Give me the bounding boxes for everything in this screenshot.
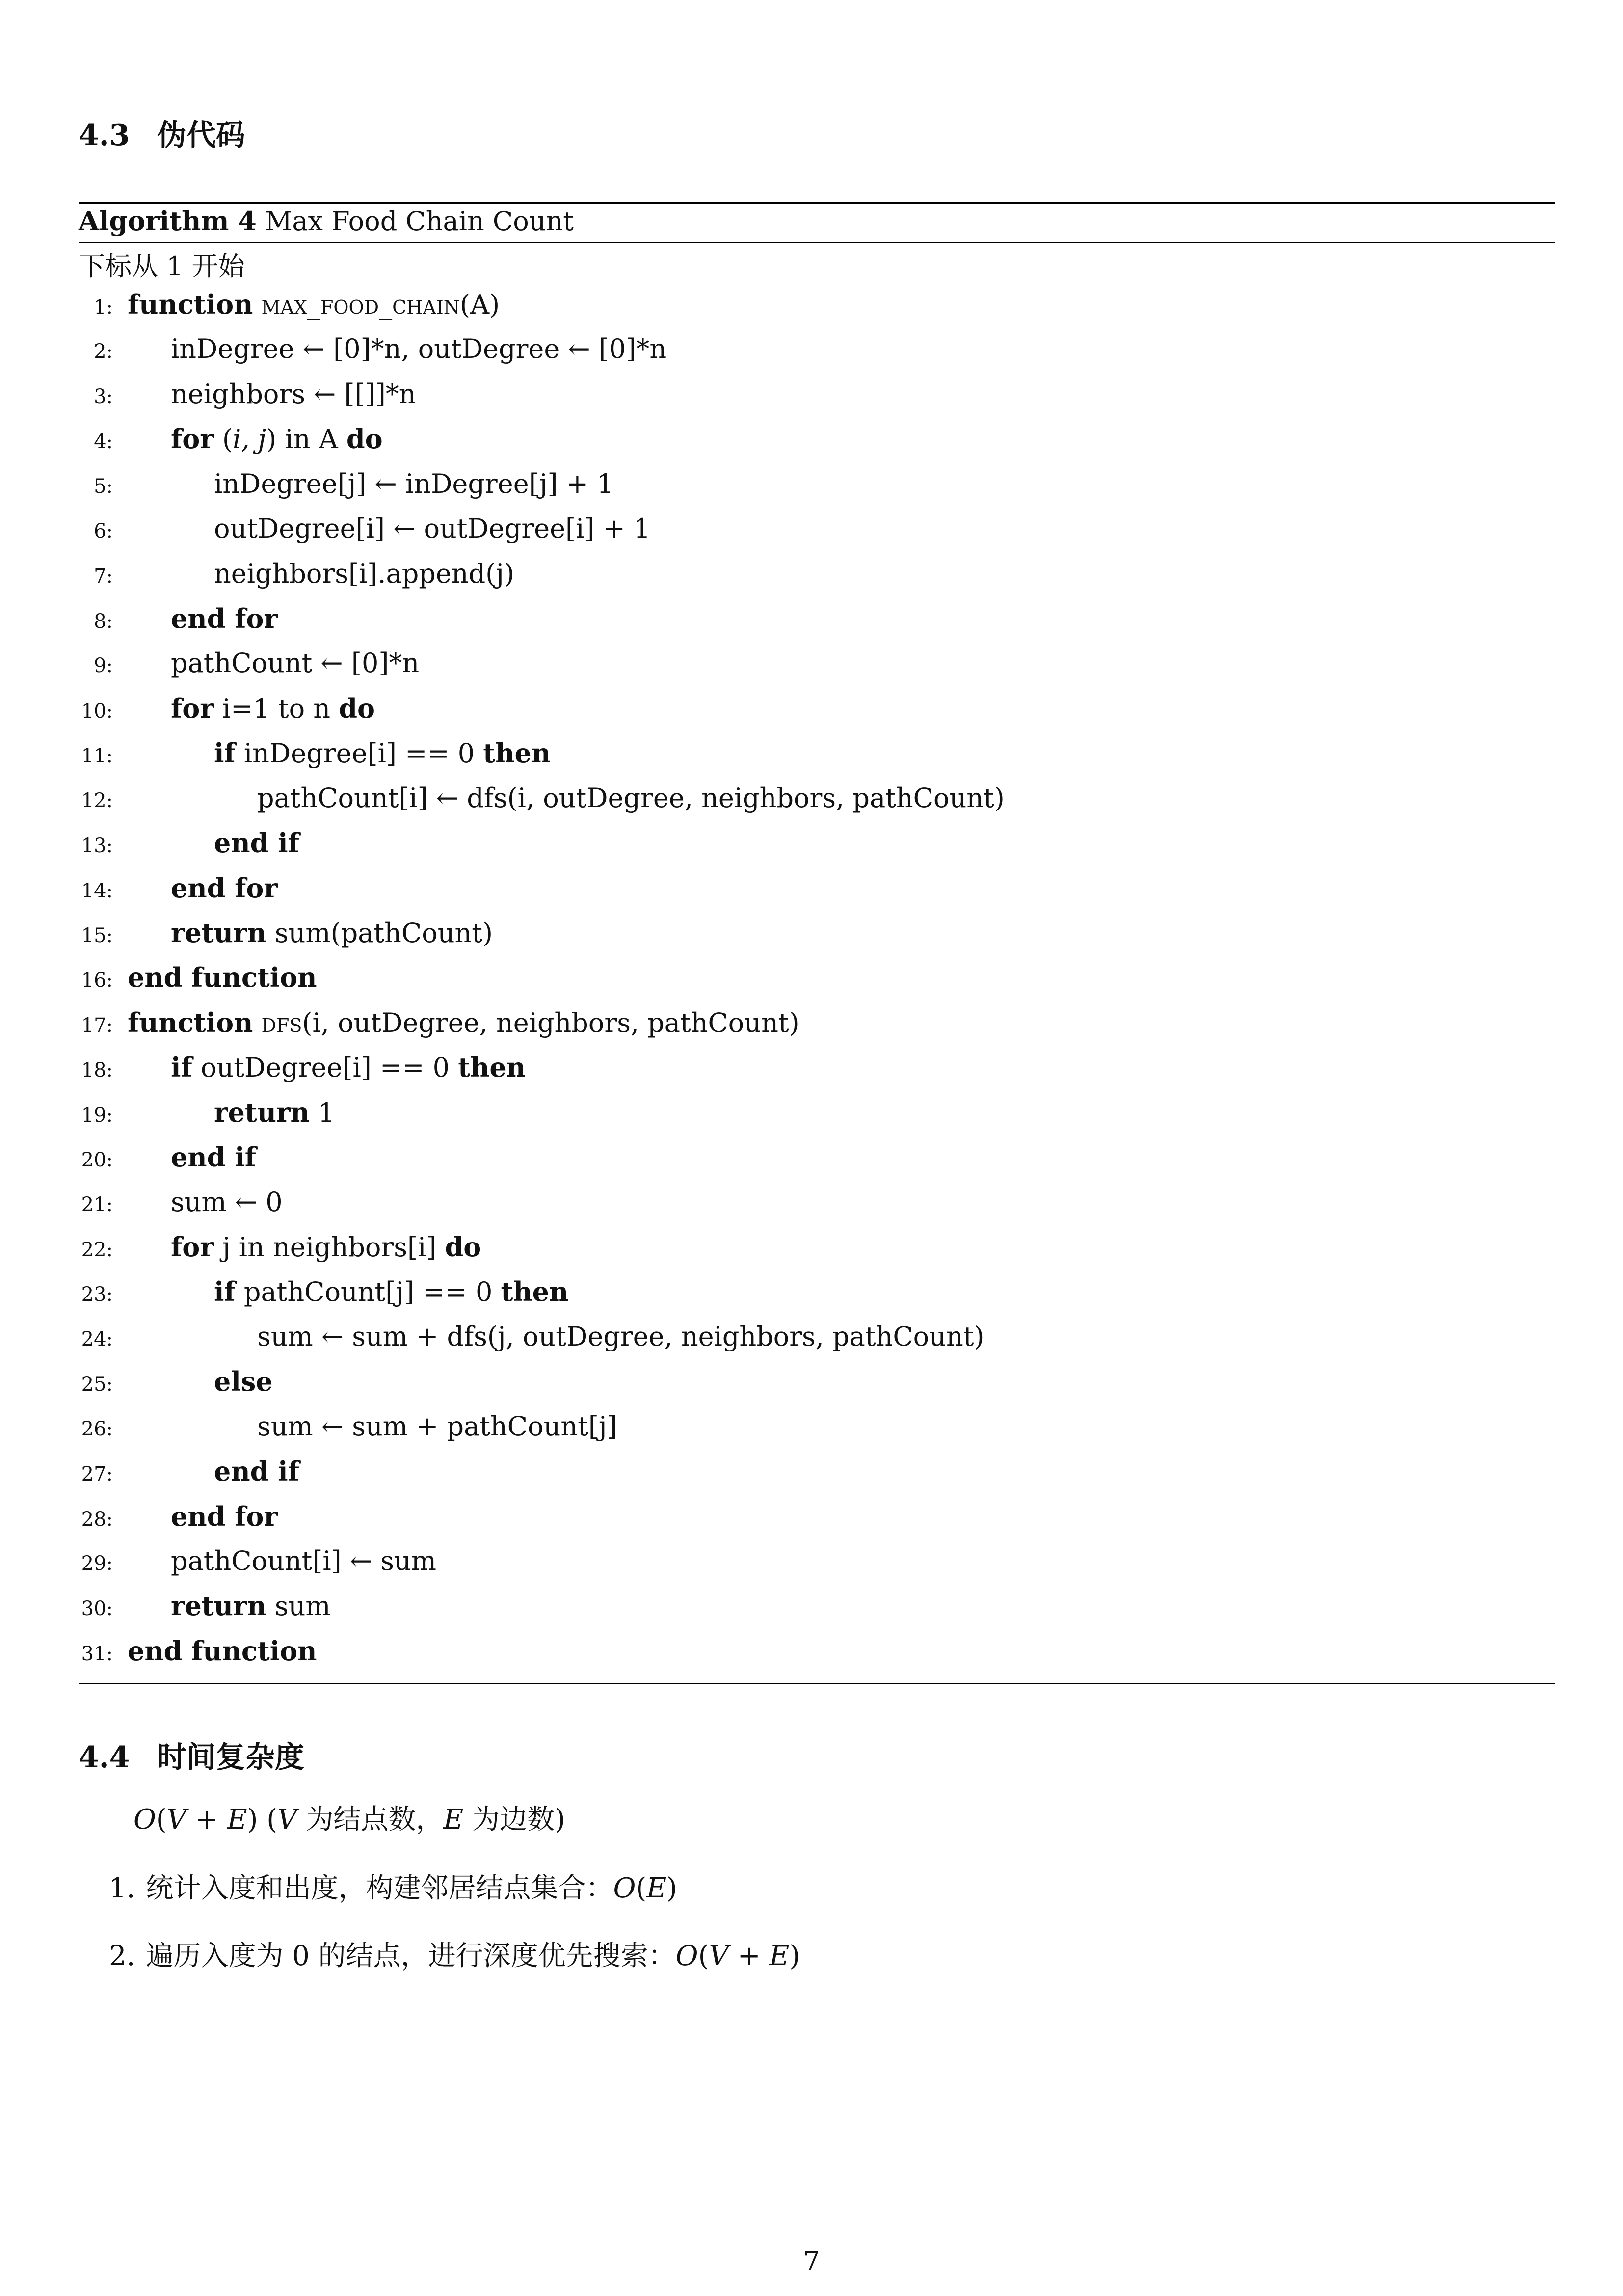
keyword: for xyxy=(171,423,214,455)
text-span: neighbors ← [[]]*n xyxy=(171,378,416,409)
code-line xyxy=(79,1186,283,1234)
line-number: 10: xyxy=(81,700,113,723)
code-text xyxy=(214,468,614,499)
text-span: ( xyxy=(213,424,233,455)
code-line xyxy=(79,605,278,650)
line-number: 25: xyxy=(81,1373,113,1396)
text-span: ) xyxy=(789,1940,800,1972)
code-line xyxy=(79,1410,617,1458)
line-number: 16: xyxy=(81,969,113,992)
keyword: end if xyxy=(214,827,299,859)
line-number: 13: xyxy=(81,835,113,858)
code-text xyxy=(171,1141,256,1173)
keyword: do xyxy=(445,1231,481,1263)
page-number: 7 xyxy=(803,2246,820,2277)
math-symbol: O xyxy=(613,1872,636,1904)
line-number: 27: xyxy=(81,1463,113,1486)
text-span: inDegree[j] ← inDegree[j] + 1 xyxy=(214,468,614,499)
math-symbol: E xyxy=(443,1804,464,1836)
code-line xyxy=(79,1635,317,1682)
text-span: inDegree ← [0]*n, outDegree ← [0]*n xyxy=(171,333,667,365)
code-text xyxy=(128,962,317,994)
keyword: return xyxy=(171,917,266,949)
text-span xyxy=(253,1007,261,1038)
section-heading-4-3 xyxy=(79,112,245,154)
text-span: pathCount[i] ← sum xyxy=(171,1545,437,1577)
code-line xyxy=(79,1590,331,1637)
text-span: inDegree[i] == 0 xyxy=(235,738,483,769)
section-title: 时间复杂度 xyxy=(157,1740,304,1775)
code-text xyxy=(128,291,500,318)
text-span: pathCount ← [0]*n xyxy=(171,648,420,679)
keyword: if xyxy=(171,1052,192,1083)
code-line xyxy=(79,423,383,470)
code-text xyxy=(171,378,416,409)
code-text xyxy=(214,515,650,542)
keyword: end if xyxy=(214,1456,299,1487)
line-number: 21: xyxy=(81,1193,113,1216)
line-number: 28: xyxy=(81,1508,113,1531)
math-symbol: E xyxy=(646,1872,667,1904)
code-line xyxy=(79,468,614,515)
algorithm-title: Max Food Chain Count xyxy=(265,206,574,237)
code-line xyxy=(79,378,416,426)
line-number: 1: xyxy=(94,296,113,319)
algorithm-top-rule xyxy=(79,202,1555,204)
keyword: end if xyxy=(171,1141,256,1173)
text-span: 遍历入度为 0 的结点，进行深度优先搜索： xyxy=(146,1940,676,1972)
keyword: else xyxy=(214,1366,273,1398)
line-number: 8: xyxy=(94,610,113,633)
text-span: (i, outDegree, neighbors, pathCount) xyxy=(302,1007,799,1038)
code-line xyxy=(79,872,278,919)
code-text xyxy=(257,1321,984,1352)
code-text xyxy=(214,827,299,859)
line-number: 17: xyxy=(81,1014,113,1037)
code-text xyxy=(171,692,375,724)
code-line xyxy=(79,1141,256,1189)
keyword: function xyxy=(128,1006,253,1038)
algorithm-label: Algorithm 4 xyxy=(79,205,257,237)
algorithm-caption xyxy=(79,205,574,237)
code-line xyxy=(79,1054,526,1099)
math-symbol: V xyxy=(166,1804,187,1836)
code-line xyxy=(79,1006,799,1054)
math-symbol: V xyxy=(709,1940,729,1972)
line-number: 9: xyxy=(94,654,113,677)
code-line xyxy=(79,692,375,740)
line-number: 19: xyxy=(81,1104,113,1127)
code-text xyxy=(171,1054,526,1081)
text-span: sum ← 0 xyxy=(171,1186,283,1217)
keyword: end function xyxy=(128,1635,317,1667)
text-span: 统计入度和出度，构建邻居结点集合： xyxy=(146,1872,613,1904)
text-span: 为结点数， xyxy=(297,1804,444,1836)
line-number: 2: xyxy=(94,340,113,363)
code-text xyxy=(214,737,551,769)
keyword: do xyxy=(346,423,383,455)
code-text xyxy=(171,605,278,632)
code-line xyxy=(79,964,317,1009)
code-line xyxy=(79,333,667,380)
text-span xyxy=(253,289,261,320)
text-span: neighbors[i].append(j) xyxy=(214,558,515,589)
line-number: 23: xyxy=(81,1283,113,1306)
code-line xyxy=(79,737,551,784)
keyword: end for xyxy=(171,603,278,634)
section-number: 4.3 xyxy=(79,118,130,153)
text-span: sum ← sum + pathCount[j] xyxy=(257,1410,617,1442)
line-number: 30: xyxy=(81,1597,113,1621)
section-heading-4-4 xyxy=(79,1734,304,1776)
code-text xyxy=(214,558,515,589)
procedure-name: max_food_chain xyxy=(261,289,460,320)
text-span: (A) xyxy=(460,289,500,320)
text-span: ( xyxy=(636,1872,647,1904)
section-title: 伪代码 xyxy=(157,118,245,153)
code-line xyxy=(79,1278,568,1323)
keyword: then xyxy=(483,737,551,769)
code-text xyxy=(171,648,420,679)
line-number: 4: xyxy=(94,431,113,454)
line-number: 14: xyxy=(81,879,113,902)
math-symbol: O xyxy=(133,1804,156,1836)
code-text xyxy=(171,423,383,455)
line-number: 29: xyxy=(81,1552,113,1575)
keyword: do xyxy=(339,692,375,724)
line-number: 3: xyxy=(94,385,113,408)
line-number: 5: xyxy=(94,475,113,498)
code-text xyxy=(171,333,667,365)
code-text xyxy=(171,917,493,949)
text-span: + xyxy=(186,1804,227,1836)
math-symbol: i, j xyxy=(232,424,266,455)
code-text xyxy=(171,1590,331,1622)
line-number: 7: xyxy=(94,565,113,588)
line-number: 18: xyxy=(81,1059,113,1082)
algorithm-caption-rule xyxy=(79,242,1555,243)
algorithm-bottom-rule xyxy=(79,1683,1555,1684)
code-line xyxy=(79,1368,273,1413)
keyword: end function xyxy=(128,962,317,994)
text-span: pathCount[j] == 0 xyxy=(235,1276,501,1308)
code-text xyxy=(128,1006,799,1038)
line-number: 22: xyxy=(81,1239,113,1262)
text-span: pathCount[i] ← dfs(i, outDegree, neighbors, pathCount) xyxy=(257,782,1005,813)
line-number: 20: xyxy=(81,1149,113,1172)
math-symbol: E xyxy=(227,1804,247,1836)
code-text xyxy=(171,1500,278,1532)
text-span: outDegree[i] == 0 xyxy=(192,1052,458,1083)
code-text xyxy=(171,1545,437,1577)
keyword: for xyxy=(171,692,214,724)
code-text xyxy=(171,1186,283,1217)
line-number: 6: xyxy=(94,520,113,543)
text-span: i=1 to n xyxy=(213,693,339,724)
code-line xyxy=(79,1545,437,1593)
text-span: + xyxy=(728,1940,770,1972)
line-number: 11: xyxy=(81,745,113,768)
keyword: return xyxy=(214,1096,310,1128)
text-span: sum ← sum + dfs(j, outDegree, neighbors, pathCount) xyxy=(257,1321,984,1352)
list-marker: 1. xyxy=(109,1872,135,1904)
line-number: 26: xyxy=(81,1417,113,1440)
keyword: if xyxy=(214,737,236,769)
code-line xyxy=(79,1321,984,1368)
keyword: end for xyxy=(171,872,278,904)
code-line xyxy=(79,1458,299,1503)
code-line xyxy=(79,1096,335,1144)
keyword: function xyxy=(128,289,253,320)
text-span: ) ( xyxy=(247,1804,278,1836)
code-text xyxy=(128,1635,317,1667)
code-text xyxy=(171,1231,481,1263)
code-line xyxy=(79,1231,481,1278)
code-line xyxy=(79,291,500,336)
section-number: 4.4 xyxy=(79,1740,130,1775)
text-span: ) xyxy=(666,1872,677,1904)
math-symbol: E xyxy=(769,1940,790,1972)
code-text xyxy=(214,1276,569,1308)
list-marker: 2. xyxy=(109,1940,135,1972)
code-line xyxy=(79,782,1005,830)
line-number: 12: xyxy=(81,789,113,812)
complexity-item-2 xyxy=(109,1934,800,1973)
code-line xyxy=(79,515,650,560)
math-symbol: O xyxy=(675,1940,698,1972)
keyword: then xyxy=(501,1276,569,1308)
code-text xyxy=(214,1096,335,1128)
code-line xyxy=(79,827,299,874)
code-text xyxy=(257,782,1005,813)
text-span: sum(pathCount) xyxy=(266,918,493,949)
algorithm-note: 下标从 1 开始 xyxy=(79,251,245,282)
keyword: then xyxy=(458,1052,526,1083)
complexity-item-1 xyxy=(109,1866,677,1906)
text-span: sum xyxy=(266,1591,331,1622)
keyword: end for xyxy=(171,1500,278,1532)
procedure-name: dfs xyxy=(261,1007,302,1038)
code-line xyxy=(79,558,515,605)
text-span: 为边数) xyxy=(463,1804,565,1836)
line-number: 24: xyxy=(81,1327,113,1351)
code-line xyxy=(79,1500,278,1548)
keyword: if xyxy=(214,1276,236,1308)
text-span: 1 xyxy=(309,1097,335,1128)
code-text xyxy=(214,1458,299,1485)
text-span: ( xyxy=(156,1804,167,1836)
keyword: return xyxy=(171,1590,266,1622)
math-symbol: V xyxy=(277,1804,297,1836)
code-line xyxy=(79,919,493,964)
code-text xyxy=(257,1410,617,1442)
text-span: j in neighbors[i] xyxy=(213,1232,445,1263)
text-span: outDegree[i] ← outDegree[i] + 1 xyxy=(214,513,651,544)
text-span: ) in A xyxy=(266,424,346,455)
line-number: 15: xyxy=(81,924,113,947)
code-text xyxy=(214,1366,273,1398)
text-span: ( xyxy=(698,1940,709,1972)
line-number: 31: xyxy=(81,1642,113,1665)
complexity-summary xyxy=(133,1798,565,1837)
keyword: for xyxy=(171,1231,214,1263)
code-line xyxy=(79,650,419,695)
code-text xyxy=(171,872,278,904)
